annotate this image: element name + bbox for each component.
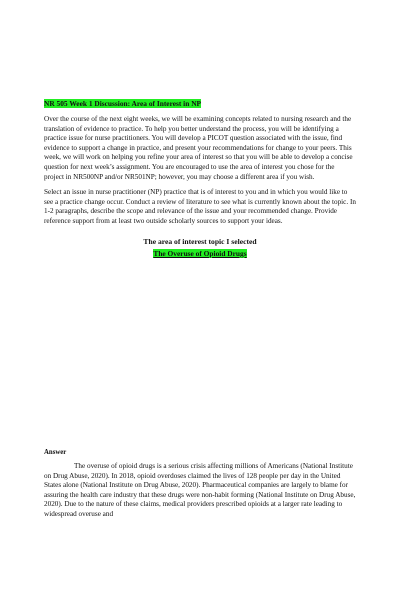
task-paragraph: Select an issue in nurse practitioner (NP) practice that is of interest to you and in which you would like to see a practice change occur. Conduct a review of literature to see what is currently known about the topic. In 1-2 paragraphs, describe the scope and relevance of the issue and your recommended change. Provide reference support from at least two outside scholarly sources to support your ideas.	[44, 188, 356, 225]
intro-paragraph: Over the course of the next eight weeks, we will be examining concepts related to nursing research and the translation of evidence to practice. To help you better understand the process, you will be identifying a practice issue for nurse practitioners. You will develop a PICOT question associated with the issue, find evidence to support a change in practice, and present your recommendations for change to your peers. This week, we will work on helping you refine your area of interest so that you will be able to develop a concise question for next week’s assignment. You are encouraged to use the area of interest you chose for the project in NR500NP and/or NR501NP; however, you may choose a different area if you wish.	[44, 115, 353, 181]
topic-line	[44, 247, 356, 258]
answer-label: Answer	[44, 449, 67, 456]
answer-paragraph: The overuse of opioid drugs is a serious crisis affecting millions of Americans (National Institute on Drug Abuse, 2020). In 2018, opioid overdoses claimed the lives of 128 people per day in the United States alone (National Institute on Drug Abuse, 2020). Pharmaceutical companies are largely to blame for assuring the health care industry that these drugs were non-habit forming (National Institute on Drug Abuse, 2020). Due to the nature of these claims, medical providers prescribed opioids at a larger rate leading to widespread overuse and	[44, 462, 356, 518]
document-title: NR 505 Week 1 Discussion: Area of Interest in NP	[44, 99, 202, 108]
selected-topic: The Overuse of Opioid Drugs	[153, 248, 247, 258]
area-of-interest-heading: The area of interest topic I selected	[143, 236, 257, 246]
